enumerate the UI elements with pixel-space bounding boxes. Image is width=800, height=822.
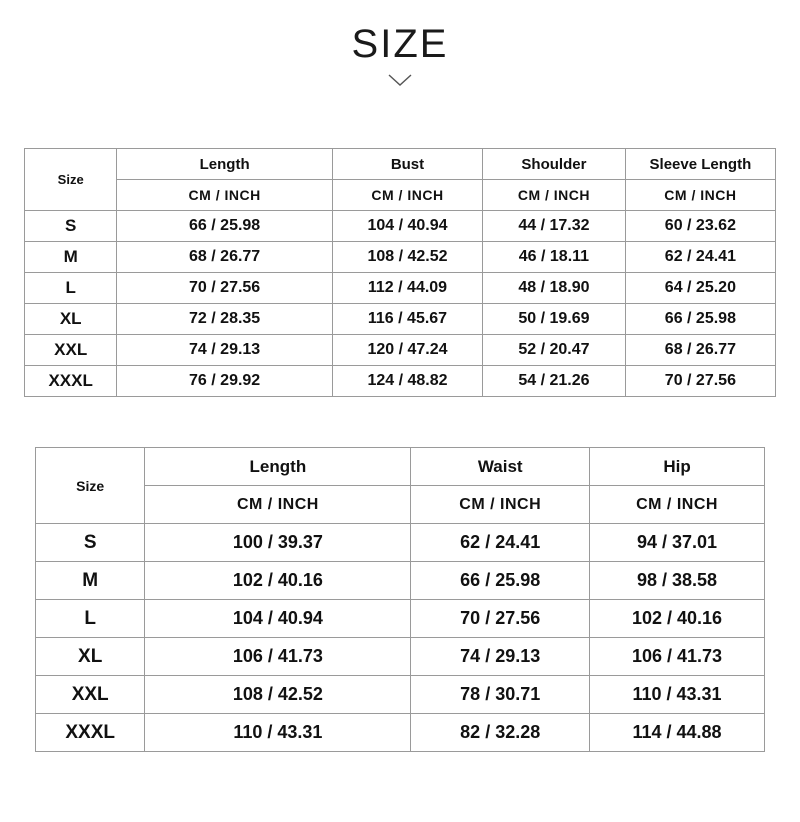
- column-header-bust: Bust: [332, 149, 482, 180]
- row-size-l: L: [36, 600, 145, 638]
- size-chart-page: [0, 22, 800, 822]
- cell-xxxl-shoulder: 54 / 21.26: [483, 366, 626, 397]
- page-title: SIZE: [351, 22, 449, 66]
- upper-body-size-table-block: [0, 134, 800, 397]
- column-header-length: Length: [117, 149, 333, 180]
- row-size-s: S: [36, 524, 145, 562]
- cell-xxl-length: 108 / 42.52: [145, 676, 411, 714]
- table-row: [25, 335, 776, 366]
- cell-s-bust: 104 / 40.94: [332, 211, 482, 242]
- cell-xl-shoulder: 50 / 19.69: [483, 304, 626, 335]
- cell-xl-sleeve: 66 / 25.98: [625, 304, 775, 335]
- cell-xl-length: 106 / 41.73: [145, 638, 411, 676]
- cell-l-bust: 112 / 44.09: [332, 273, 482, 304]
- cell-xxl-length: 74 / 29.13: [117, 335, 333, 366]
- unit-header-length: CM / INCH: [117, 180, 333, 211]
- table-row: [25, 211, 776, 242]
- cell-s-shoulder: 44 / 17.32: [483, 211, 626, 242]
- table-row: [25, 304, 776, 335]
- unit-header-length: CM / INCH: [145, 486, 411, 524]
- row-size-s: S: [25, 211, 117, 242]
- cell-l-waist: 70 / 27.56: [411, 600, 590, 638]
- cell-xxl-sleeve: 68 / 26.77: [625, 335, 775, 366]
- table-row: [36, 562, 765, 600]
- table-row: [36, 600, 765, 638]
- cell-xxxl-sleeve: 70 / 27.56: [625, 366, 775, 397]
- cell-xl-hip: 106 / 41.73: [590, 638, 765, 676]
- column-header-length: Length: [145, 448, 411, 486]
- table-wrap-top: [24, 148, 776, 397]
- cell-xxxl-length: 76 / 29.92: [117, 366, 333, 397]
- cell-m-waist: 66 / 25.98: [411, 562, 590, 600]
- cell-xl-length: 72 / 28.35: [117, 304, 333, 335]
- table-row: [25, 242, 776, 273]
- table-row: [36, 676, 765, 714]
- table-header-row-units: [36, 486, 765, 524]
- header-size-label: Size: [25, 149, 117, 211]
- row-size-m: M: [36, 562, 145, 600]
- table-row: [25, 273, 776, 304]
- cell-s-length: 100 / 39.37: [145, 524, 411, 562]
- lower-body-size-table: [35, 447, 765, 752]
- cell-xxl-waist: 78 / 30.71: [411, 676, 590, 714]
- column-header-waist: Waist: [411, 448, 590, 486]
- lower-body-size-table-block: [0, 447, 800, 752]
- cell-s-length: 66 / 25.98: [117, 211, 333, 242]
- cell-s-waist: 62 / 24.41: [411, 524, 590, 562]
- upper-body-size-table: [24, 148, 776, 397]
- unit-header-waist: CM / INCH: [411, 486, 590, 524]
- cell-xxxl-hip: 114 / 44.88: [590, 714, 765, 752]
- cell-l-hip: 102 / 40.16: [590, 600, 765, 638]
- cell-xxl-bust: 120 / 47.24: [332, 335, 482, 366]
- header-size-label: Size: [36, 448, 145, 524]
- table-header-row-main: [36, 448, 765, 486]
- table-row: [36, 638, 765, 676]
- column-header-sleeve-length: Sleeve Length: [625, 149, 775, 180]
- cell-xxxl-length: 110 / 43.31: [145, 714, 411, 752]
- row-size-xl: XL: [36, 638, 145, 676]
- row-size-m: M: [25, 242, 117, 273]
- cell-l-sleeve: 64 / 25.20: [625, 273, 775, 304]
- table-row: [36, 524, 765, 562]
- cell-l-length: 104 / 40.94: [145, 600, 411, 638]
- cell-s-hip: 94 / 37.01: [590, 524, 765, 562]
- cell-m-sleeve: 62 / 24.41: [625, 242, 775, 273]
- cell-xxl-shoulder: 52 / 20.47: [483, 335, 626, 366]
- table-header-row-units: [25, 180, 776, 211]
- unit-header-shoulder: CM / INCH: [483, 180, 626, 211]
- chevron-down-icon: [385, 73, 415, 87]
- table-row: [25, 366, 776, 397]
- cell-s-sleeve: 60 / 23.62: [625, 211, 775, 242]
- table-row: [36, 714, 765, 752]
- cell-m-shoulder: 46 / 18.11: [483, 242, 626, 273]
- column-header-hip: Hip: [590, 448, 765, 486]
- cell-m-bust: 108 / 42.52: [332, 242, 482, 273]
- table-wrap-bottom: [35, 447, 765, 752]
- unit-header-sleeve-length: CM / INCH: [625, 180, 775, 211]
- cell-m-length: 68 / 26.77: [117, 242, 333, 273]
- cell-xxl-hip: 110 / 43.31: [590, 676, 765, 714]
- row-size-l: L: [25, 273, 117, 304]
- cell-xxxl-waist: 82 / 32.28: [411, 714, 590, 752]
- cell-l-shoulder: 48 / 18.90: [483, 273, 626, 304]
- cell-xl-waist: 74 / 29.13: [411, 638, 590, 676]
- row-size-xxxl: XXXL: [36, 714, 145, 752]
- row-size-xxxl: XXXL: [25, 366, 117, 397]
- column-header-shoulder: Shoulder: [483, 149, 626, 180]
- cell-xl-bust: 116 / 45.67: [332, 304, 482, 335]
- cell-m-hip: 98 / 38.58: [590, 562, 765, 600]
- cell-m-length: 102 / 40.16: [145, 562, 411, 600]
- unit-header-bust: CM / INCH: [332, 180, 482, 211]
- unit-header-hip: CM / INCH: [590, 486, 765, 524]
- row-size-xxl: XXL: [25, 335, 117, 366]
- row-size-xl: XL: [25, 304, 117, 335]
- cell-xxxl-bust: 124 / 48.82: [332, 366, 482, 397]
- row-size-xxl: XXL: [36, 676, 145, 714]
- table-header-row-main: [25, 149, 776, 180]
- cell-l-length: 70 / 27.56: [117, 273, 333, 304]
